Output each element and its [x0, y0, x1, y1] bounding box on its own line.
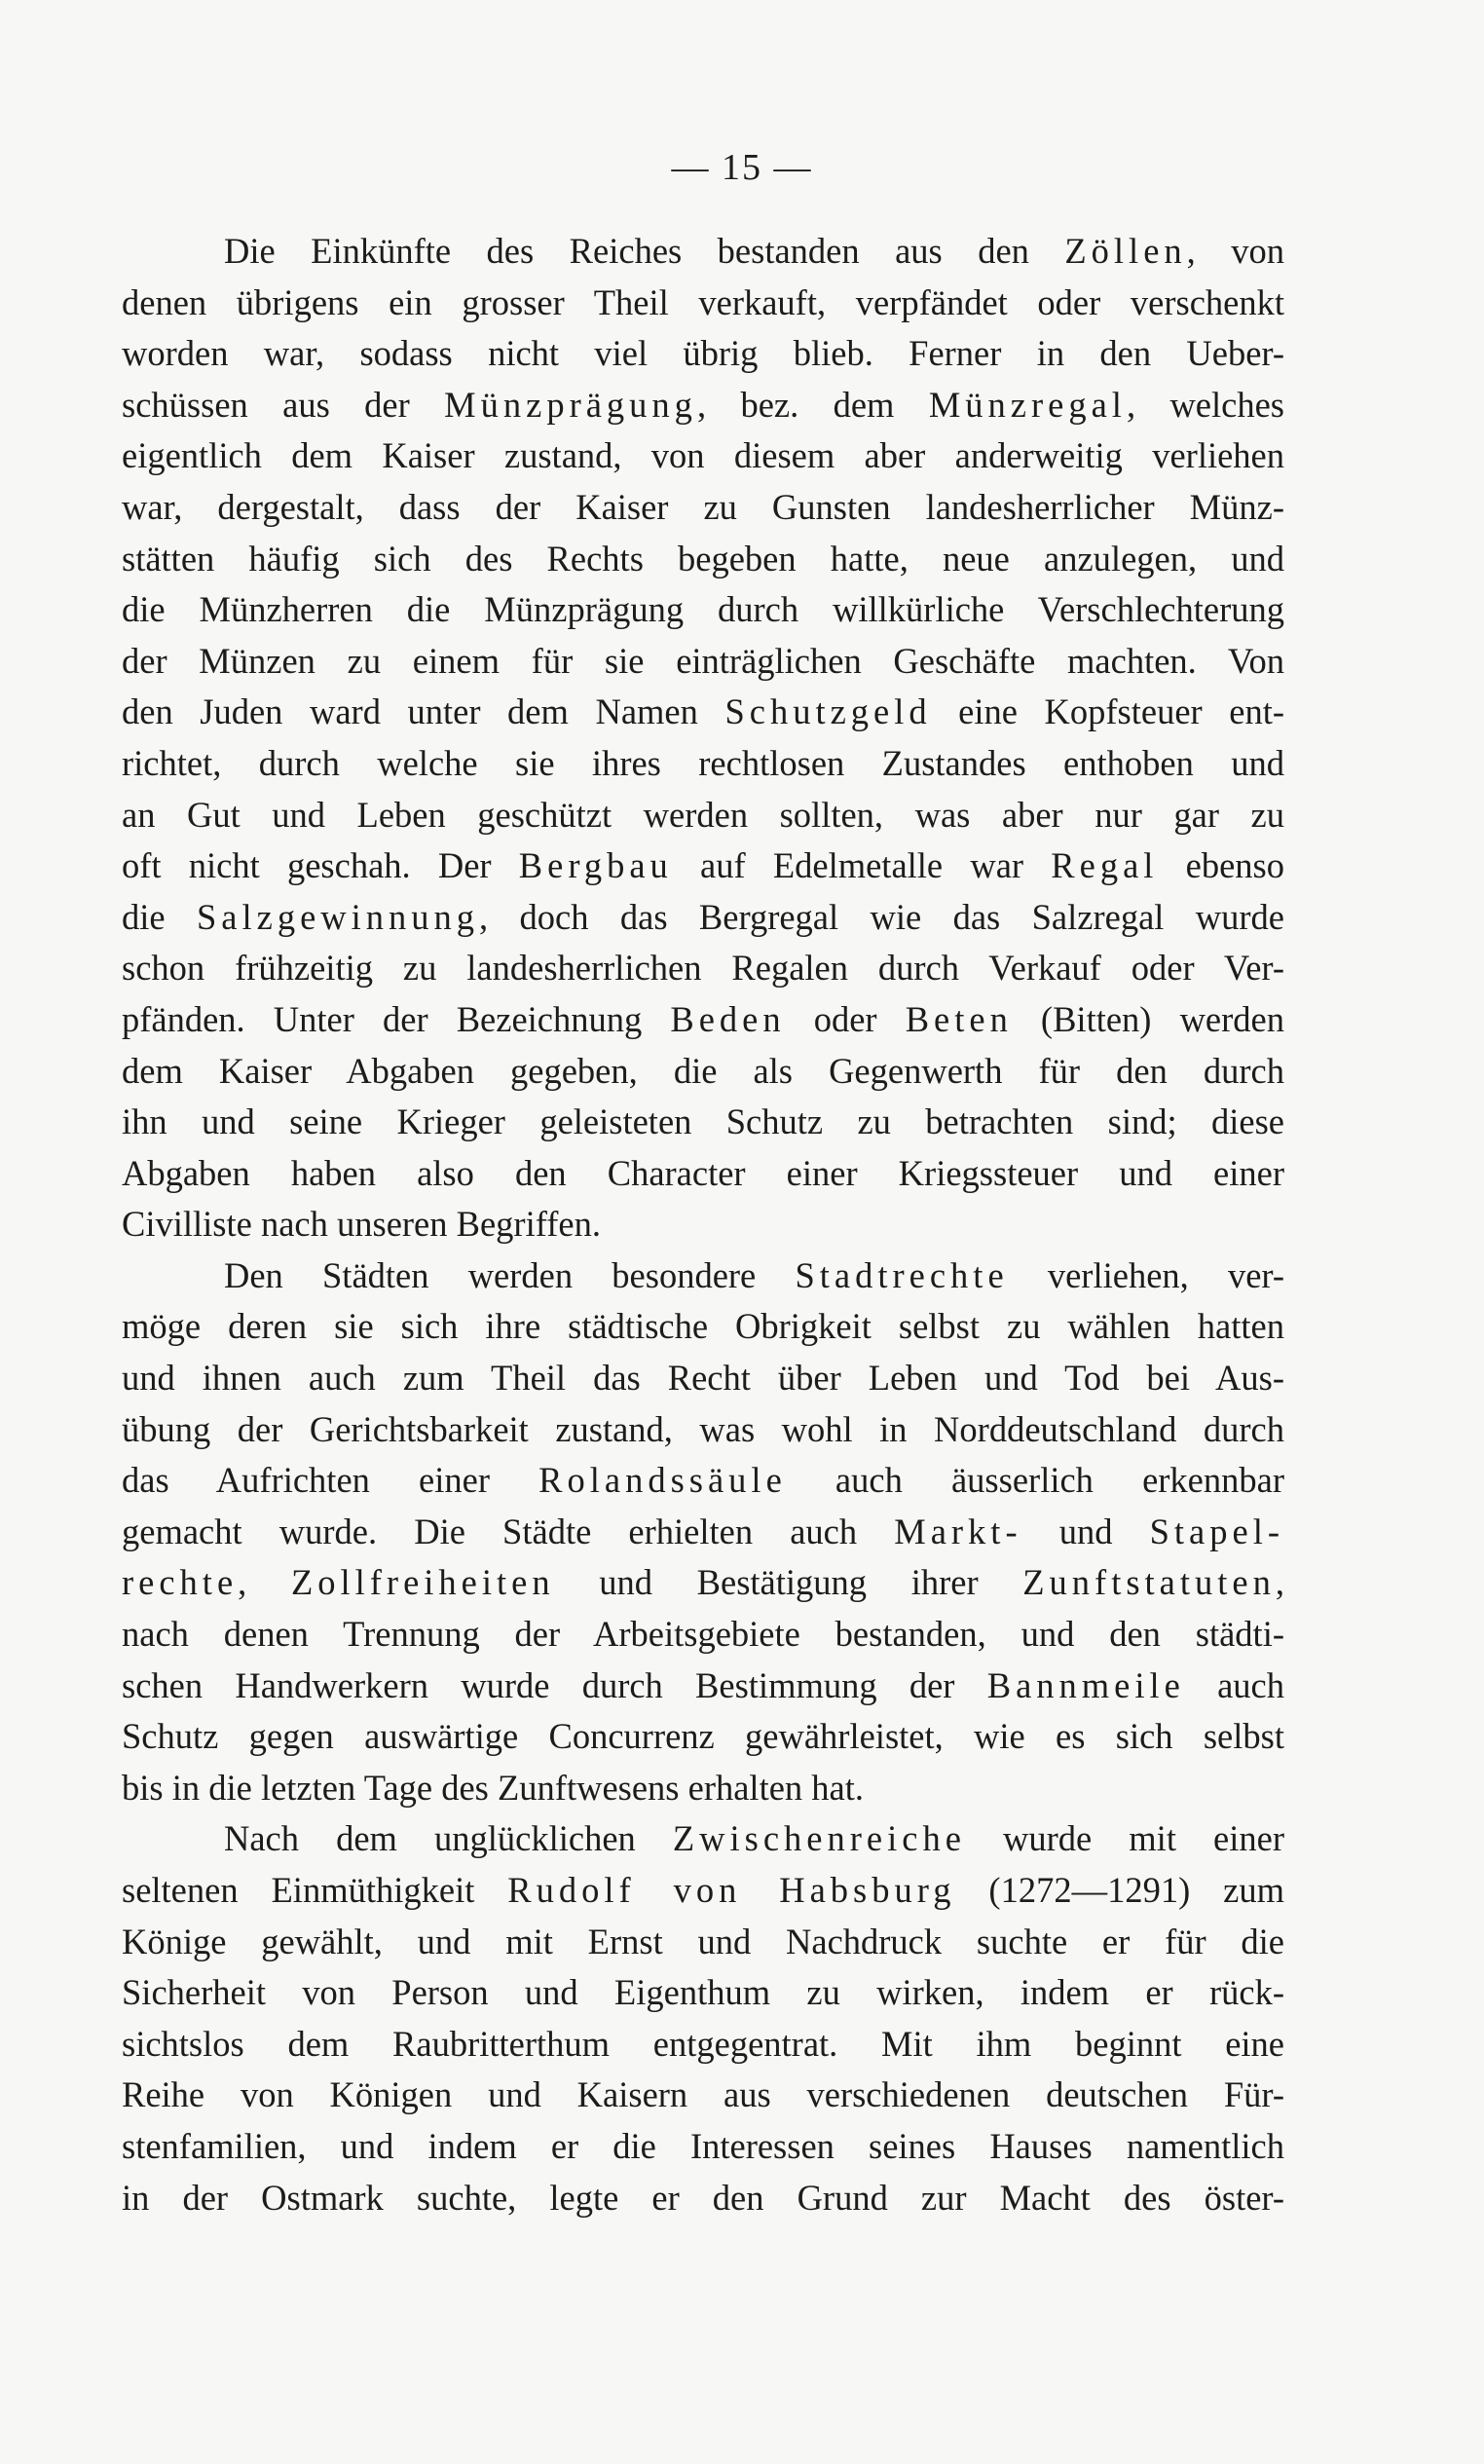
text-run: schon frühzeitig zu landesherrlichen Regalen durch Verkauf oder Ver-	[122, 948, 1284, 989]
text-run: der Münzen zu einem für sie einträglichen Geschäfte machten. Von	[122, 640, 1284, 681]
text-line	[122, 1251, 1284, 1302]
text-run: das Aufrichten einer	[122, 1460, 539, 1501]
text-line	[122, 1404, 1284, 1456]
text-run: ebenso	[1158, 845, 1284, 886]
text-run: wurde mit einer	[965, 1818, 1284, 1859]
text-run: und	[1021, 1511, 1150, 1551]
text-line	[122, 994, 1284, 1046]
text-line	[122, 430, 1284, 482]
spaced-emphasis: Rudolf von Habsburg	[507, 1870, 956, 1910]
text-run: gemacht wurde. Die Städte erhielten auch	[122, 1511, 895, 1551]
spaced-emphasis: Schutzgeld	[724, 691, 932, 732]
paragraph	[122, 1251, 1284, 1814]
text-line	[122, 584, 1284, 636]
text-line	[122, 1661, 1284, 1712]
text-run: und Bestätigung ihrer	[554, 1562, 1023, 1603]
text-run: übung der Gerichtsbarkeit zustand, was wohl in Norddeutschland durch	[122, 1408, 1284, 1449]
text-line	[122, 482, 1284, 534]
text-run: eine Kopfsteuer ent-	[931, 691, 1284, 732]
text-run: auch äusserlich erkennbar	[786, 1460, 1284, 1501]
text-run: an Gut und Leben geschützt werden sollten, was aber nur gar zu	[122, 794, 1284, 835]
text-line	[122, 687, 1284, 738]
text-line	[122, 1557, 1284, 1609]
spaced-emphasis: Beden	[670, 998, 786, 1039]
text-run: Reihe von Königen und Kaisern aus verschiedenen deutschen Für-	[122, 2074, 1284, 2115]
text-run: Schutz gegen auswärtige Concurrenz gewährleistet, wie es sich selbst	[122, 1716, 1284, 1757]
text-run: oft nicht geschah. Der	[122, 845, 519, 886]
text-line	[122, 1455, 1284, 1507]
text-run: seltenen Einmüthigkeit	[122, 1870, 508, 1910]
text-run: Civilliste nach unseren Begriffen.	[122, 1204, 601, 1245]
text-line	[122, 892, 1284, 944]
text-run: stenfamilien, und indem er die Interessen seines Hauses namentlich	[122, 2125, 1284, 2166]
text-run: sichtslos dem Raubritterthum entgegentrat. Mit ihm beginnt eine	[122, 2023, 1284, 2064]
text-line	[122, 1711, 1284, 1763]
spaced-emphasis: Münzprägung	[444, 384, 697, 425]
text-line	[122, 1917, 1284, 1968]
spaced-emphasis: Zwischenreiche	[672, 1818, 966, 1859]
spaced-emphasis: Markt-	[894, 1511, 1022, 1551]
spaced-emphasis: Zöllen	[1064, 231, 1187, 271]
text-line	[122, 1763, 1284, 1814]
spaced-emphasis: Zollfreiheiten	[290, 1562, 555, 1603]
text-run: den Juden ward unter dem Namen	[122, 691, 725, 732]
text-line	[122, 1609, 1284, 1661]
text-run: möge deren sie sich ihre städtische Obrigkeit selbst zu wählen hatten	[122, 1306, 1284, 1347]
text-line	[122, 2173, 1284, 2224]
text-line	[122, 328, 1284, 380]
text-run: , von	[1186, 231, 1284, 271]
spaced-emphasis: Regal	[1051, 845, 1159, 886]
text-line	[122, 943, 1284, 994]
paragraph	[122, 1813, 1284, 2223]
text-run: , welches	[1126, 384, 1284, 425]
text-line	[122, 2070, 1284, 2121]
page-number: — 15 —	[671, 147, 813, 188]
text-line	[122, 534, 1284, 585]
text-line	[122, 380, 1284, 431]
text-run: (1272—1291) zum	[955, 1870, 1284, 1910]
text-line	[122, 278, 1284, 329]
text-run: bis in die letzten Tage des Zunftwesens erhalten hat.	[122, 1767, 865, 1808]
text-line	[122, 1097, 1284, 1148]
text-line	[122, 1046, 1284, 1098]
text-run: war, dergestalt, dass der Kaiser zu Gunsten landesherrlicher Münz-	[122, 486, 1284, 527]
text-run: richtet, durch welche sie ihres rechtlosen Zustandes enthoben und	[122, 742, 1284, 783]
text-run: Abgaben haben also den Character einer Kriegssteuer und einer	[122, 1152, 1284, 1193]
text-run: worden war, sodass nicht viel übrig blieb. Ferner in den Ueber-	[122, 333, 1284, 374]
body-text	[122, 226, 1284, 2223]
text-line	[122, 2121, 1284, 2173]
text-line	[122, 1353, 1284, 1404]
spaced-emphasis: Münzregal	[928, 384, 1127, 425]
text-run: Die Einkünfte des Reiches bestanden aus den	[224, 231, 1065, 271]
text-run: ,	[1275, 1562, 1284, 1603]
text-run: ,	[238, 1562, 291, 1603]
text-run: verliehen, ver-	[1008, 1254, 1284, 1295]
text-line	[122, 1148, 1284, 1200]
spaced-emphasis: Bergbau	[518, 845, 673, 886]
text-line	[122, 226, 1284, 278]
text-run: eigentlich dem Kaiser zustand, von diesem aber anderweitig verliehen	[122, 435, 1284, 476]
spaced-emphasis: Rolandssäule	[538, 1460, 787, 1501]
text-line	[122, 636, 1284, 688]
spaced-emphasis: rechte	[122, 1562, 239, 1603]
text-run: in der Ostmark suchte, legte er den Grund zur Macht des öster-	[122, 2177, 1284, 2218]
text-line	[122, 1813, 1284, 1865]
spaced-emphasis: Beten	[905, 998, 1013, 1039]
text-run: ihn und seine Krieger geleisteten Schutz zu betrachten sind; diese	[122, 1101, 1284, 1142]
text-run: denen übrigens ein grosser Theil verkauft, verpfändet oder verschenkt	[122, 281, 1284, 322]
text-run: Könige gewählt, und mit Ernst und Nachdruck suchte er für die	[122, 1921, 1284, 1961]
spaced-emphasis: Stapel-	[1149, 1511, 1284, 1551]
text-run: auch	[1184, 1664, 1284, 1705]
spaced-emphasis: Zunftstatuten	[1022, 1562, 1276, 1603]
text-run: stätten häufig sich des Rechts begeben hatte, neue anzulegen, und	[122, 538, 1284, 579]
text-run: , bez. dem	[696, 384, 929, 425]
spaced-emphasis: Bannmeile	[986, 1664, 1185, 1705]
text-run: schen Handwerkern wurde durch Bestimmung der	[122, 1664, 987, 1705]
text-run: , doch das Bergregal wie das Salzregal wurde	[479, 896, 1284, 937]
text-line	[122, 2019, 1284, 2071]
text-run: auf Edelmetalle war	[672, 845, 1052, 886]
text-line	[122, 1967, 1284, 2019]
spaced-emphasis: Stadtrechte	[795, 1254, 1009, 1295]
text-run: und ihnen auch zum Theil das Recht über Leben und Tod bei Aus-	[122, 1358, 1284, 1399]
text-line	[122, 738, 1284, 790]
text-run: nach denen Trennung der Arbeitsgebiete bestanden, und den städti-	[122, 1614, 1284, 1655]
text-line	[122, 1865, 1284, 1917]
text-run: die	[122, 896, 197, 937]
text-run: pfänden. Unter der Bezeichnung	[122, 998, 671, 1039]
text-run: dem Kaiser Abgaben gegeben, die als Gegenwerth für den durch	[122, 1050, 1284, 1091]
paragraph	[122, 226, 1284, 1251]
text-line	[122, 1199, 1284, 1251]
text-run: Nach dem unglücklichen	[224, 1818, 673, 1859]
text-run: schüssen aus der	[122, 384, 445, 425]
text-run: (Bitten) werden	[1012, 998, 1284, 1039]
text-line	[122, 790, 1284, 841]
text-line	[122, 1507, 1284, 1558]
text-run: Sicherheit von Person und Eigenthum zu wirken, indem er rück-	[122, 1972, 1284, 2013]
text-run: oder	[785, 998, 906, 1039]
text-line	[122, 840, 1284, 892]
text-line	[122, 1301, 1284, 1353]
spaced-emphasis: Salzgewinnung	[196, 896, 480, 937]
text-run: die Münzherren die Münzprägung durch willkürliche Verschlechterung	[122, 589, 1284, 630]
text-run: Den Städten werden besondere	[224, 1254, 796, 1295]
